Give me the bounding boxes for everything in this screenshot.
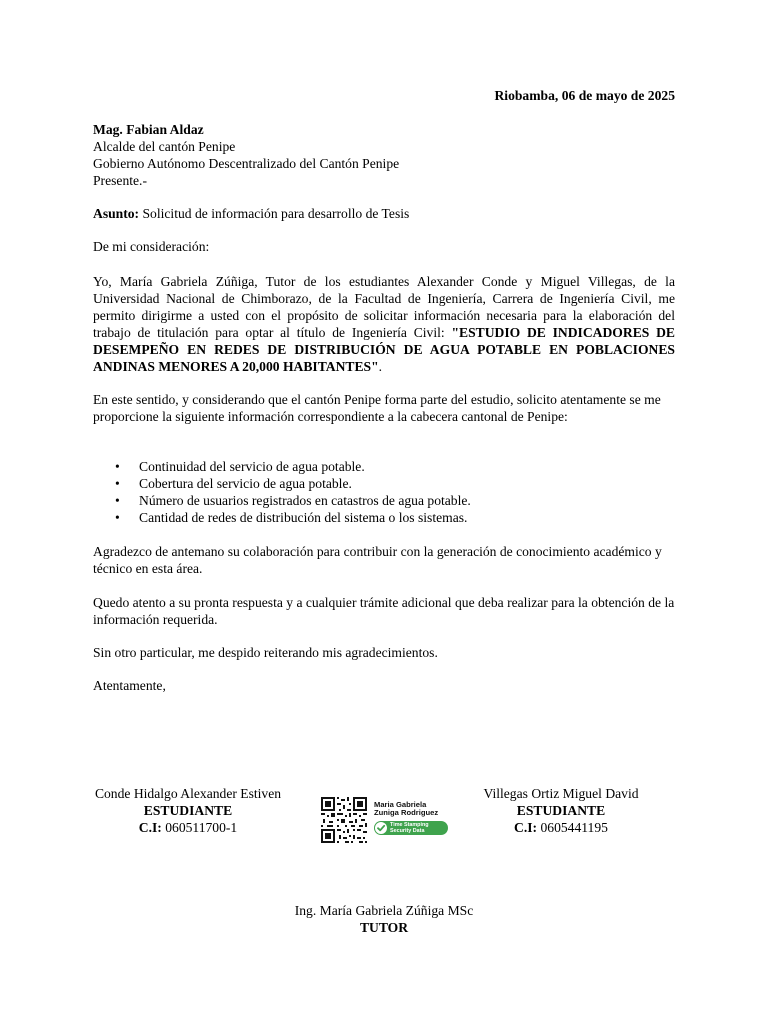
- student-1-ci: [73, 819, 303, 836]
- bullet: •: [115, 493, 120, 508]
- ci-label: C.I:: [138, 820, 162, 835]
- badge-line: Security Data: [390, 828, 425, 834]
- electronic-signature-stamp: [321, 797, 451, 843]
- greeting: De mi consideración:: [93, 239, 210, 254]
- paragraph-request: En este sentido, y considerando que el cantón Penipe forma parte del estudio, solicito atentamente se me proporcione la siguiente información correspondiente a la cabecera cantonal de Penipe:: [93, 392, 661, 424]
- list-item-text: Cantidad de redes de distribución del sistema o los sistemas.: [139, 510, 468, 525]
- e-signature-name: [374, 801, 438, 817]
- list-item-text: Continuidad del servicio de agua potable.: [139, 459, 365, 474]
- e-signature-name-line: Maria Gabriela: [374, 800, 427, 809]
- e-signature-name-line: Zuniga Rodriguez: [374, 808, 439, 817]
- badge-line: Time Stamping: [390, 822, 429, 828]
- list-item: [93, 492, 471, 509]
- recipient-name: Mag. Fabian Aldaz: [93, 122, 204, 137]
- ci-value: 060511700-1: [161, 820, 238, 835]
- subject-text: Solicitud de información para desarrollo de Tesis: [139, 206, 410, 221]
- badge-text: [390, 822, 429, 834]
- list-item-text: Número de usuarios registrados en catastros de agua potable.: [139, 493, 471, 508]
- paragraph-thanks: Agradezco de antemano su colaboración para contribuir con la generación de conocimiento académico y técnico en esta área.: [93, 544, 662, 576]
- place-date: Riobamba, 06 de mayo de 2025: [494, 88, 675, 103]
- paragraph-followup: Quedo atento a su pronta respuesta y a cualquier trámite adicional que deba realizar para la obtención de la información requerida.: [93, 595, 675, 627]
- closing: Atentamente,: [93, 678, 166, 693]
- signature-student-2: [446, 785, 676, 836]
- list-item-text: Cobertura del servicio de agua potable.: [139, 476, 352, 491]
- paragraph-intro-end: .: [378, 359, 383, 374]
- thesis-title: "ESTUDIO DE INDICADORES DE DESEMPEÑO EN REDES DE DISTRIBUCIÓN DE AGUA POTABLE EN POBLACIONES ANDINAS MENORES A 20,000 HABITANTES": [93, 325, 675, 374]
- ci-label: C.I:: [514, 820, 538, 835]
- paragraph-intro: [93, 273, 675, 375]
- requested-info-list: [93, 458, 471, 526]
- qr-code-icon: [321, 797, 367, 843]
- subject-line: [93, 206, 409, 222]
- ci-value: 0605441195: [537, 820, 608, 835]
- list-item: [93, 509, 471, 526]
- tutor-role: TUTOR: [359, 920, 409, 935]
- list-item: [93, 458, 471, 475]
- recipient-presente: Presente.-: [93, 173, 147, 188]
- tutor-name: Ing. María Gabriela Zúñiga MSc: [294, 903, 474, 918]
- signature-tutor: [254, 902, 514, 936]
- student-1-name: Conde Hidalgo Alexander Estiven: [94, 786, 282, 801]
- recipient-organization: Gobierno Autónomo Descentralizado del Cantón Penipe: [93, 156, 400, 171]
- time-stamping-badge: [374, 821, 448, 835]
- student-1-role: ESTUDIANTE: [143, 803, 233, 818]
- signature-student-1: [73, 785, 303, 836]
- bullet: •: [115, 459, 120, 474]
- student-2-ci: [446, 819, 676, 836]
- recipient-block: [93, 121, 399, 189]
- list-item: [93, 475, 471, 492]
- student-2-name: Villegas Ortiz Miguel David: [483, 786, 639, 801]
- paragraph-farewell: Sin otro particular, me despido reiterando mis agradecimientos.: [93, 645, 438, 660]
- recipient-title: Alcalde del cantón Penipe: [93, 139, 236, 154]
- subject-label: Asunto:: [93, 206, 140, 221]
- student-2-role: ESTUDIANTE: [516, 803, 606, 818]
- bullet: •: [115, 510, 120, 525]
- paragraph-intro-text: Yo, María Gabriela Zúñiga, Tutor de los estudiantes Alexander Conde y Miguel Villegas, de la Universidad Nacional de Chimborazo, de la Facultad de Ingeniería, Carrera de Ingeniería Civil, me permito dirigirme a usted con el propósito de solicitar información necesaria para la elaboración del trabajo de titulación para optar al título de Ingeniería Civil:: [93, 274, 675, 340]
- bullet: •: [115, 476, 120, 491]
- check-icon: [375, 822, 387, 834]
